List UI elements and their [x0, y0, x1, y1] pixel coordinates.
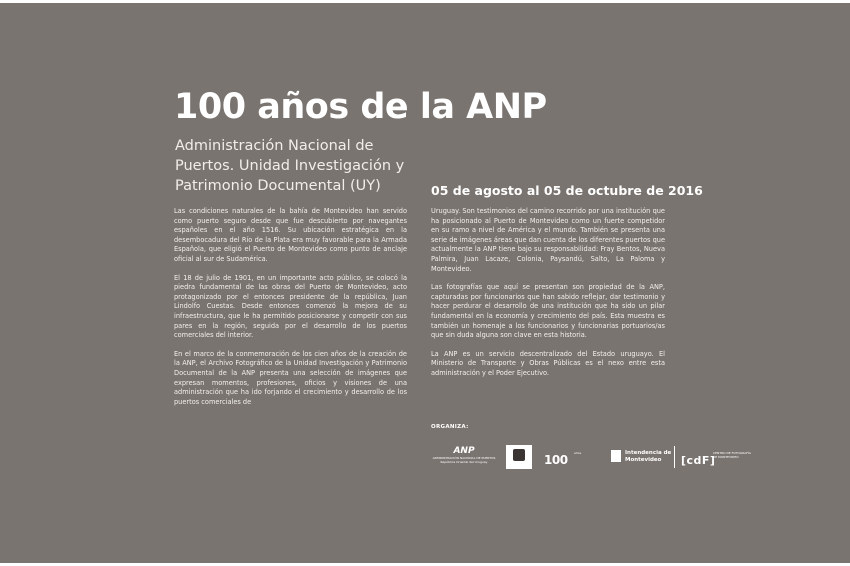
right-text-column — [431, 207, 665, 388]
exhibition-dates: 05 de agosto al 05 de octubre de 2016 — [431, 183, 703, 198]
intendencia-text: Intendencia de Montevideo — [625, 450, 672, 463]
exhibition-title: 100 años de la ANP — [174, 87, 547, 127]
paragraph: En el marco de la conmemoración de los cien años de la creación de la ANP, el Archivo Fotográfico de la Unidad Investigación y Patrimonio Documental de la ANP presenta una selección de imágenes que expresan momentos, profesiones, oficios y visiones de una administración que ha ido forjando el crecimiento y desarrollo de los puertos comerciales de — [174, 349, 407, 406]
anp-100-years-logo — [544, 449, 604, 468]
left-text-column — [174, 207, 407, 416]
seal-logo — [506, 445, 532, 469]
intendencia-icon — [611, 450, 621, 462]
exhibition-subtitle: Administración Nacional de Puertos. Unidad Investigación y Patrimonio Documental (UY) — [175, 138, 405, 194]
paragraph: El 18 de julio de 1901, en un importante acto público, se colocó la piedra fundamental de las obras del Puerto de Montevideo, acto protagonizado por el entonces presidente de la república, Juan Lindolfo Cuestas. Desde entonces comenzó la mejora de su infraestructura, que le ha permitido posicionarse y competir con sus pares en la región, seguida por el desarrollo de los puertos comerciales del interior. — [174, 273, 407, 340]
organizers-label: ORGANIZA: — [431, 424, 469, 430]
anp-logo — [431, 446, 497, 464]
paragraph: Las fotografías que aquí se presentan son propiedad de la ANP, capturadas por funcionarios que han sabido reflejar, dar testimonio y hacer perdurar el desarrollo de una institución que ha sido un pilar fundamental en la economía y crecimiento del país. Esta muestra es también un homenaje a los funcionarios y funcionarias portuarios/as que sin duda alguna son clave en esta historia. — [431, 283, 665, 340]
cdf-caption: CENTRO DE FOTOGRAFÍA DE MONTEVIDEO — [713, 451, 751, 459]
paragraph: Uruguay. Son testimonios del camino recorrido por una institución que ha posicionado al Puerto de Montevideo como un fuerte competidor en su ramo a nivel de América y el mundo. También se presenta una serie de imágenes áreas que dan cuenta de los diferentes puertos que actualmente la ANP tiene bajo su responsabilidad: Fray Bentos, Nueva Palmira, Juan Lacaze, Colonia, Paysandú, Salto, La Paloma y Montevideo. — [431, 207, 665, 273]
intendencia-logo — [611, 448, 675, 468]
anp-100-caption: años — [574, 451, 582, 455]
anp-100-number: 100 — [544, 453, 568, 467]
exhibition-panel — [0, 3, 850, 563]
logo-divider — [674, 446, 675, 468]
organizer-logos — [431, 446, 761, 472]
seal-icon — [513, 449, 525, 461]
anp-logo-mark: ANP — [453, 446, 475, 456]
anp-logo-caption: ADMINISTRACIÓN NACIONAL DE PUERTOS República Oriental del Uruguay — [432, 456, 496, 464]
cdf-mark: [cdF] — [681, 454, 716, 467]
paragraph: Las condiciones naturales de la bahía de Montevideo han servido como puerto seguro desde que fue descubierto por navegantes españoles en el año 1516. Su ubicación estratégica en la desembocadura del Río de la Plata era muy favorable para la Armada Española, que eligió el Puerto de Montevideo como punto de anclaje oficial al sur de Sudamérica. — [174, 207, 407, 263]
paragraph: La ANP es un servicio descentralizado del Estado uruguayo. El Ministerio de Transporte y Obras Públicas es el nexo entre esta administración y el Poder Ejecutivo. — [431, 349, 665, 377]
cdf-logo — [681, 449, 751, 468]
